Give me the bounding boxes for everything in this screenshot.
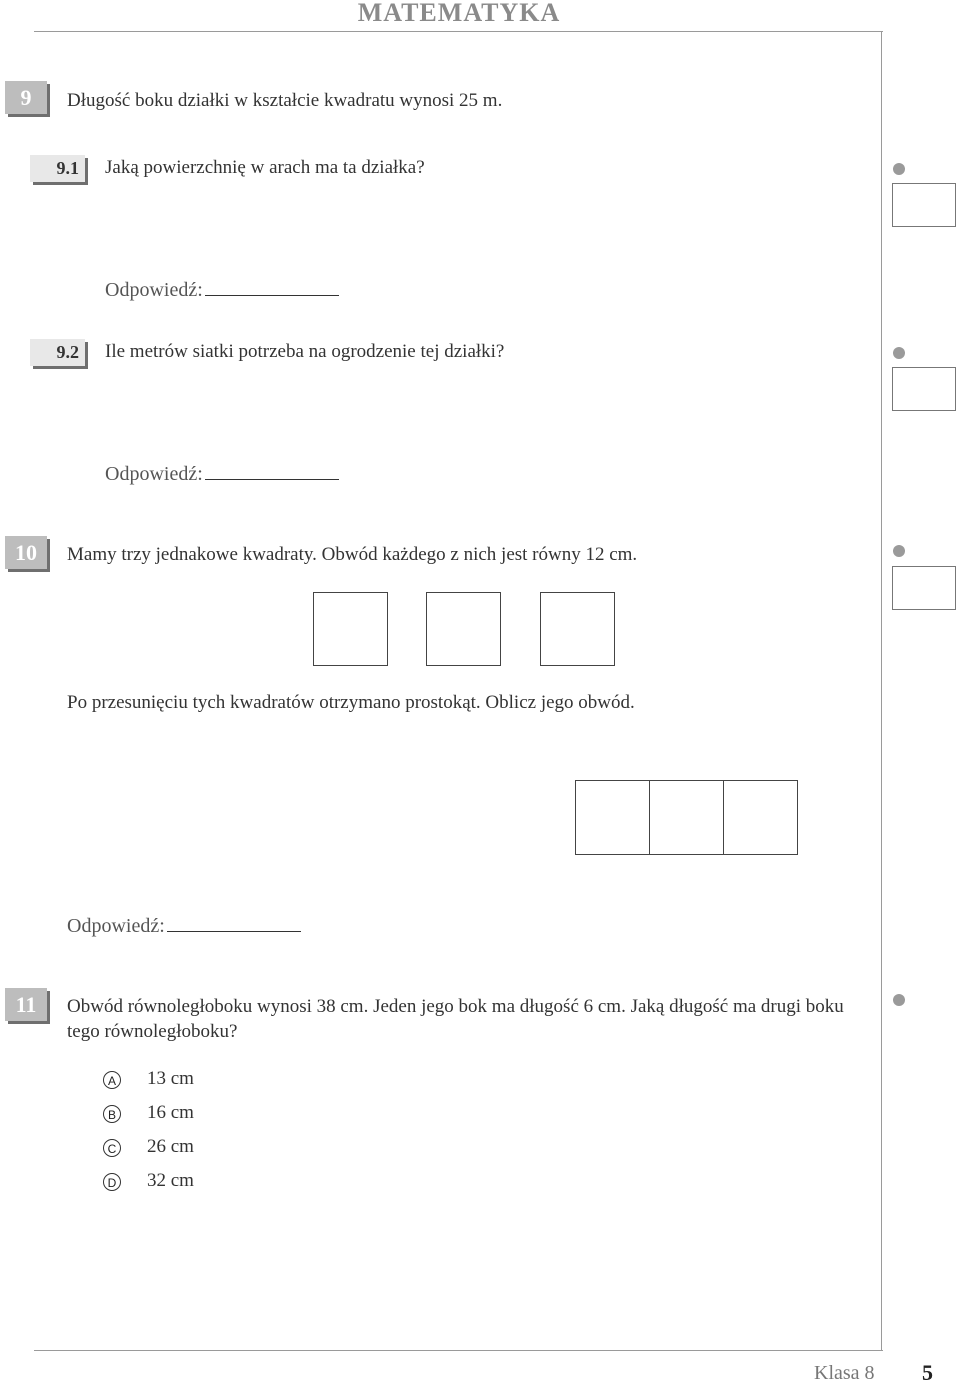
subtask-text: Jaką powierzchnię w arach ma ta działka? — [105, 157, 425, 178]
option-a-radio[interactable]: A — [103, 1071, 121, 1089]
score-dot-icon — [893, 994, 905, 1006]
rectangle-cell — [724, 781, 797, 854]
answer-label: Odpowiedź: — [105, 279, 203, 301]
rectangle-figure — [575, 780, 798, 855]
score-dot-icon — [893, 347, 905, 359]
page-number: 5 — [922, 1360, 933, 1385]
option-a-text: 13 cm — [147, 1068, 194, 1089]
subtask-number-badge: 9.2 — [30, 339, 85, 366]
option-d-radio[interactable]: D — [103, 1173, 121, 1191]
task-text: Mamy trzy jednakowe kwadraty. Obwód każdego z nich jest równy 12 cm. — [67, 544, 638, 565]
subtask-text: Ile metrów siatki potrzeba na ogrodzenie tej działki? — [105, 341, 505, 362]
score-box[interactable] — [892, 367, 956, 411]
task-number-badge: 10 — [5, 536, 47, 569]
answer-label: Odpowiedź: — [105, 463, 203, 485]
footer-class-label: Klasa 8 — [814, 1362, 875, 1384]
square-figure — [313, 592, 388, 666]
option-b-radio[interactable]: B — [103, 1105, 121, 1123]
answer-line[interactable] — [205, 461, 339, 480]
page-header-title: MATEMATYKA — [357, 0, 561, 27]
answer-field[interactable] — [105, 461, 339, 486]
score-box[interactable] — [892, 566, 956, 610]
task-text: Po przesunięciu tych kwadratów otrzymano prostokąt. Oblicz jego obwód. — [67, 692, 635, 713]
answer-field[interactable] — [105, 277, 339, 302]
answer-field[interactable] — [67, 913, 301, 938]
score-dot-icon — [893, 545, 905, 557]
subtask-number-badge: 9.1 — [30, 155, 85, 182]
task-text: Długość boku działki w kształcie kwadratu wynosi 25 m. — [67, 90, 503, 111]
option-c-text: 26 cm — [147, 1136, 194, 1157]
task-text: Obwód równoległoboku wynosi 38 cm. Jeden jego bok ma długość 6 cm. Jaką długość ma drugi boku tego równoległoboku? — [67, 996, 844, 1042]
square-figure — [540, 592, 615, 666]
score-dot-icon — [893, 163, 905, 175]
frame-top-line — [34, 31, 883, 32]
score-box[interactable] — [892, 183, 956, 227]
rectangle-cell — [650, 781, 724, 854]
square-figure — [426, 592, 501, 666]
answer-label: Odpowiedź: — [67, 915, 165, 937]
frame-bottom-line — [34, 1350, 883, 1351]
answer-line[interactable] — [205, 277, 339, 296]
rectangle-cell — [576, 781, 650, 854]
task-number-badge: 11 — [5, 988, 47, 1021]
frame-right-line — [881, 31, 882, 1351]
task-number-badge: 9 — [5, 81, 47, 114]
option-b-text: 16 cm — [147, 1102, 194, 1123]
answer-line[interactable] — [167, 913, 301, 932]
option-c-radio[interactable]: C — [103, 1139, 121, 1157]
option-d-text: 32 cm — [147, 1170, 194, 1191]
